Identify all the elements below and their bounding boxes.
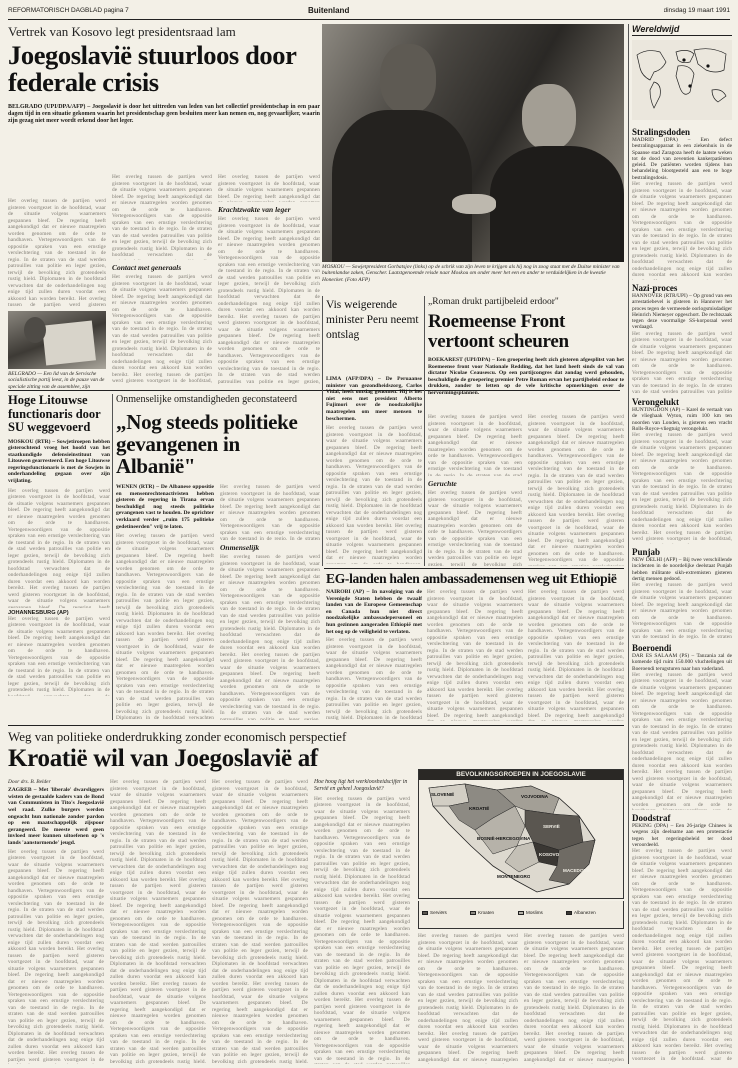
label-serbia: SERVIË xyxy=(543,824,560,829)
legend-item xyxy=(518,909,566,916)
newspaper-shape xyxy=(42,320,96,365)
ww-item-head: Boeroendi xyxy=(632,643,672,653)
label-kosovo: KOSOVO xyxy=(539,852,560,857)
map-legend xyxy=(418,901,624,929)
main-sub-2: Contact met generaals xyxy=(112,263,182,272)
vis-article xyxy=(326,298,422,564)
handshake xyxy=(452,194,496,214)
col-rule xyxy=(424,296,425,566)
legend-swatch xyxy=(422,911,428,915)
legend-label xyxy=(478,928,497,929)
kroatie-col-5 xyxy=(418,933,518,1064)
ww-item-text: PEKING (DPA) – Een 26-jarige Chinees is wegens zijn deelname aan een protestactie tegen het regeringsbeleid ter dood veroordeeld. xyxy=(632,823,732,848)
header-date: dinsdag 19 maart 1991 xyxy=(663,7,730,14)
kroatie-col-1 xyxy=(8,779,104,1064)
albanie-col-2 xyxy=(220,484,320,720)
main-article xyxy=(8,24,320,389)
top-photo-caption: MOSKOU — Sowjetpresident Gorbatsjov (links) op de schrik van zijn leven te krijgen als hij nog in zoog staat met de Duitse minister van buitenlandse zaken, Genscher. Laatstgenoemde reisde naar Moskou om onder meer het een en ander te verduidelijken in de kwestie Honecker. (Foto AFP) xyxy=(322,264,620,283)
col-rule xyxy=(112,394,113,720)
vis-headline: Vis weigerende minister Peru neemt ontslag xyxy=(326,299,419,341)
legend-swatch xyxy=(566,911,572,915)
kroatie-byline: Door drs. B. Belder xyxy=(8,779,51,785)
header-paper-page: REFORMATORISCH DAGBLAD pagina 7 xyxy=(8,7,129,14)
kroatie-kicker: Weg van politieke onderdrukking zonder economisch perspectief xyxy=(8,729,347,744)
ethiopie-headline: EG-landen halen ambassademensen weg uit Ethiopië xyxy=(326,571,617,586)
ww-item xyxy=(632,394,732,544)
ethiopie-article xyxy=(326,571,624,721)
roemenie-lead: BOEKAREST (UPI/DPA) – Een groepering heeft zich gisteren afgesplitst van het Roemeense front voor Nationale Redding, dat het land heeft sinds de val van dictator Nicolae Ceausescu. Op een partijcongres dat zondag werd gehouden, beschuldigde de groepering premier Petre Roman ervan het partijbeleid erdoor te drukken, zonder te letten op de vele kritische opmerkingen over de hervormingsplannen. xyxy=(428,357,624,396)
legend-label: Moslims xyxy=(526,910,543,915)
ww-item xyxy=(632,280,732,394)
wereldwijd-title: Wereldwijd xyxy=(632,24,732,36)
roemenie-col-2 xyxy=(528,414,624,566)
map-marker xyxy=(688,84,691,87)
ww-item-text: HUNTINGDON (AP) – Karel de vertaalt van de vlieghaak Wyton, ruim 100 km ten noorden van Londen, is gisteren een vracht Rolls-Royce-vliegtuig verongelukt. xyxy=(632,407,732,432)
wereldwijd-column xyxy=(632,24,732,1064)
main-sub-1: Krachtzwakte van leger xyxy=(218,205,291,214)
ethiopie-col-1 xyxy=(326,589,422,721)
main-col-1 xyxy=(8,198,106,308)
roemenie-article xyxy=(428,296,624,566)
ww-item xyxy=(632,810,732,1060)
vis-lead: LIMA (AFP/DPA) – De Peruaanse minister van gezondheidszorg, Carlos Vidal, heeft ontslag genomen. Hij is het niet eens met president Alberto Fujimori over de noodzakelijke maatregelen om meer mensen te beschermen. xyxy=(326,376,422,422)
main-lead: BELGRADO (UPI/DPA/AFP) – Joegoslavië is door het uittreden van leden van het collectief presidentschap in een paar dagen tijd in een situatie gekomen waarin het presidentschap geen besluiten meer kan nemen en, nog gevaarlijker, waarin zijn gezag niet meer wordt erkend door het leger. xyxy=(8,104,320,124)
main-headline: Joegoslavië stuurloos door federale crisis xyxy=(8,40,296,97)
albanie-lead: WENEN (RTR) – De Albanese oppositie en mensenrechtenactivisten hebben gisteren de regering in Tirana ervan beschuldigd nog steeds politieke gevangenen vast te houden. De oprichter verklaard verder „ruim 175 politieke gedetineerden" vrij te laten. xyxy=(116,484,214,530)
roemenie-col-1 xyxy=(428,414,522,566)
ww-item-text: NEW DELHI (AFP) – Bij twee verschillende incidenten in de noordelijke deelstaat Punjab hebben militante sikh-extremisten gisteren dertig mensen gedood. xyxy=(632,557,732,582)
ww-item-head: Nazi-proces xyxy=(632,283,678,293)
legend-item xyxy=(566,927,614,929)
ethiopie-col-3 xyxy=(528,589,624,721)
kroatie-col-2 xyxy=(110,779,206,1064)
kroatie-article xyxy=(8,729,624,1064)
litouwen-sub: JOHANNESBURG (AP) xyxy=(8,609,69,616)
header-rule xyxy=(8,19,730,20)
legend-item xyxy=(422,909,470,916)
ww-item-text: DAR ES SALAAM (PS) – Tanzania zal de komende tijd ruim 150.000 vluchtelingen uit Boeroendi terugsturen naar hun vaderland. xyxy=(632,653,732,672)
main-kicker: Vertrek van Kosovo legt presidentsraad lam xyxy=(8,24,236,39)
person-left-head xyxy=(380,44,436,114)
label-slovenia: SLOVENIË xyxy=(431,792,455,797)
ww-item xyxy=(632,124,732,280)
albanie-headline: „Nog steeds politieke gevangenen in Albanië" xyxy=(116,410,298,478)
albanie-article xyxy=(116,394,320,720)
ww-item xyxy=(632,544,732,640)
section-rule xyxy=(8,725,624,726)
ethiopie-col-2 xyxy=(427,589,523,721)
label-macedonia: MACEDONIË xyxy=(563,868,592,873)
albanie-sub: Onmenselijk xyxy=(220,543,260,552)
litouwen-headline: Hoge Litouwse functionaris door SU weggevoerd xyxy=(8,394,101,434)
kroatie-lead: ZAGREB – Met 'liberale' dwarsliggers wisten de gestaalde kaders van de Bond van Communisten in Tito's Joegoslavië wel raad. Zulke burgers werden ongeacht hun nationale zonder pardon op een maatschappelijk zijspoor gerangeerd. De meeste werd geen invloed meer kunnen uitoefenen op 's lands 'aanstormende' jeugd. xyxy=(8,787,104,847)
ww-item-head: Stralingsdoden xyxy=(632,127,691,137)
person-right-body xyxy=(490,146,624,262)
section-rule xyxy=(324,568,624,569)
reading-man-photo xyxy=(8,311,106,369)
label-croatia: KROATIË xyxy=(469,806,490,811)
legend-label xyxy=(430,928,450,929)
right-col-rule xyxy=(628,24,629,1064)
map-marker xyxy=(682,58,685,61)
legend-item xyxy=(518,927,566,929)
litouwen-lead: MOSKOU (RTR) – Sowjetiroepen hebben gisterochtend vroeg het hoofd van het staatkundigde defensieinstituut van Litouwen gearresteerd. Een hoge Litouwse regeringsfunctionaris is met de Sowjets in onderhandeling gegaan over zijn vrijlating. xyxy=(8,438,110,485)
roemenie-kicker: „Roman drukt partijbeleid erdoor" xyxy=(428,297,559,307)
main-col-3 xyxy=(218,174,320,384)
ww-item-text: MADRID (DPA) – Een defect bestralingsapparaat in een ziekenhuis in de Spaanse stad Zaragoza heeft de laatste weken tot de dood van zeventien kankerpatiënten geleid. De patiënten worden tijdens hun behandeling blootgesteld aan een te hoge bestralingsdosis. xyxy=(632,137,732,181)
main-col-2 xyxy=(112,174,212,384)
kroatie-col-4 xyxy=(314,779,410,1064)
litouwen-article xyxy=(8,394,110,724)
map-title: BEVOLKINGSGROEPEN IN JOEGOSLAVIE xyxy=(419,770,623,780)
ww-item xyxy=(632,640,732,810)
legend-label: Serviërs xyxy=(430,910,447,915)
legend-item xyxy=(422,927,470,929)
roemenie-headline: Roemeense Front vertoont scheuren xyxy=(428,311,569,352)
wereldwijd-items xyxy=(632,124,732,1064)
kroatie-col-3 xyxy=(212,779,308,1064)
legend-label: Kroaten xyxy=(478,910,495,915)
legend-label xyxy=(526,928,552,929)
legend-label xyxy=(574,928,606,929)
page-header xyxy=(8,6,730,18)
legend-swatch xyxy=(470,911,476,915)
kroatie-quote: Hoe hoog ligt het werkloosheidscijfer in Servië en geheel Joegoslavië? xyxy=(314,779,408,792)
legend-label: Albanezen xyxy=(574,910,596,915)
map-region-labels xyxy=(419,780,624,899)
legend-item xyxy=(470,909,518,916)
albanie-col-1 xyxy=(116,484,214,720)
ww-item-head: Verongelukt xyxy=(632,397,680,407)
kroatie-col-6 xyxy=(524,933,624,1064)
ww-item-text: HANNOVER (RTR/UPI) – Op grond van een arrestatiebevel is gisteren in Hannover het proces tegen de vermeende oorlogsmisdadiger Heinrich Niemeyer opgeschort. De rechtszaak tegen deze voormalige SS-korporaal werd verdaagd. xyxy=(632,293,732,331)
ethnic-map xyxy=(418,769,624,899)
ethiopie-lead: NAIROBI (AP) – In navolging van de Verenigde Staten hebben de twaalf landen van de Europese Gemeenschap en Canada hun niet direct noodzakelijke ambassadepersoneel en hun gezinnen aangeraden Ethiopië met het oog op de veiligheid te verlaten. xyxy=(326,589,422,635)
header-section: Buitenland xyxy=(308,6,350,15)
map-marker xyxy=(706,64,709,67)
ww-item-head: Punjab xyxy=(632,547,661,557)
person-right-head xyxy=(522,84,576,150)
label-bosnia: BOSNIË-HERCEGOVINA xyxy=(477,836,531,841)
main-caption: BELGRADO — Een lid van de Servische socialistische partij leest, in de pauze van de speciale zitting van de assemblee, zijn xyxy=(8,371,105,389)
world-map xyxy=(632,40,732,120)
person-left-body xyxy=(332,110,472,262)
roemenie-sub: Geruchte xyxy=(428,479,457,488)
gorbachev-genscher-photo xyxy=(322,24,624,262)
legend-item xyxy=(566,909,614,916)
ww-item-head: Doodstraf xyxy=(632,813,671,823)
col-rule xyxy=(322,296,323,566)
kroatie-headline: Kroatië wil van Joegoslavië af xyxy=(8,745,318,772)
head-shape xyxy=(24,317,46,343)
legend-item xyxy=(470,927,518,929)
albanie-kicker: Onmenselijke omstandigheden geconstateerd xyxy=(116,394,298,405)
label-vojvodina: VOJVODINA xyxy=(521,794,549,799)
map-bg xyxy=(632,40,732,120)
legend-swatch xyxy=(518,911,524,915)
label-montenegro: MONTENEGRO xyxy=(497,874,531,879)
